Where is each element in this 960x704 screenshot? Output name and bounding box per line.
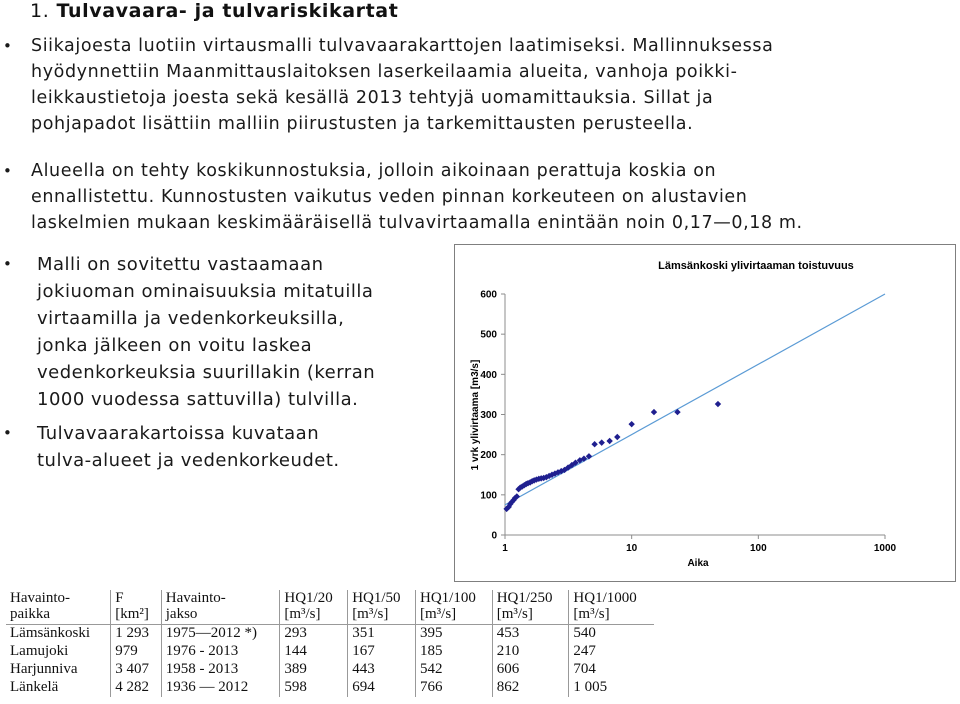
- bullet-line: pohjapadot lisättiin malliin piirustusten ja tarkemittausten perusteella.: [31, 114, 694, 134]
- table-cell: 979: [111, 643, 162, 661]
- data-point: [591, 441, 597, 447]
- table-row: [6, 643, 654, 661]
- x-axis-ticks: [502, 535, 896, 554]
- table-header-cell: F [km²]: [111, 590, 162, 625]
- table-cell: 704: [569, 661, 654, 679]
- table-cell: 144: [280, 643, 348, 661]
- table-header-cell: HQ1/20 [m³/s]: [280, 590, 348, 625]
- bullet-line: Malli on sovitettu vastaamaan: [37, 254, 324, 275]
- y-tick-label: 200: [480, 450, 497, 462]
- data-point: [715, 401, 721, 407]
- bullet-line: jokiuoman ominaisuuksia mitatuilla: [37, 281, 374, 302]
- table-row: [6, 679, 654, 697]
- chart-title: Lämsänkoski ylivirtaaman toistuvuus: [658, 260, 854, 272]
- bullet-line: 1000 vuodessa sattuvilla) tulvilla.: [37, 389, 359, 410]
- bullet-line: Siikajoesta luotiin virtausmalli tulvavaarakarttojen laatimiseksi. Mallinnuksessa: [31, 36, 774, 56]
- table-cell: 293: [280, 625, 348, 644]
- bullet-line: ennallistettu. Kunnostusten vaikutus veden pinnan korkeuteen on alustavien: [31, 187, 748, 207]
- table-cell: Lamujoki: [10, 643, 69, 659]
- table-cell: 453: [492, 625, 569, 644]
- table-cell: 598: [280, 679, 348, 697]
- table-header-cell: HQ1/1000 [m³/s]: [569, 590, 654, 625]
- slide-title-text: Tulvavaara- ja tulvariskikartat: [56, 0, 399, 22]
- table-cell: Lämsänkoski: [10, 625, 90, 641]
- y-tick-label: 600: [480, 289, 497, 301]
- bullet-line: virtaamilla ja vedenkorkeuksilla,: [37, 308, 345, 329]
- y-tick-label: 300: [480, 410, 497, 421]
- table-cell: 389: [280, 661, 348, 679]
- bullet-line: jonka jälkeen on voitu laskea: [37, 335, 313, 356]
- y-tick-label: 100: [480, 490, 497, 502]
- slide-title-number: 1.: [30, 0, 50, 22]
- table-cell: 185: [416, 643, 493, 661]
- chart-canvas: [455, 245, 955, 581]
- table-cell: 540: [569, 625, 654, 644]
- table-cell: 1936 — 2012: [161, 679, 280, 697]
- table-cell: 1 293: [111, 625, 162, 644]
- table-cell: 862: [492, 679, 569, 697]
- table-header-row: [6, 590, 654, 625]
- slide-title: [30, 0, 398, 22]
- x-tick-label: 1000: [873, 543, 897, 554]
- bullet-line: vedenkorkeuksia suurillakin (kerran: [37, 362, 376, 383]
- y-tick-label: 500: [480, 329, 497, 341]
- table-header-cell: Havainto- paikka: [6, 590, 111, 625]
- table-cell: Länkelä: [10, 679, 59, 695]
- data-point: [651, 409, 657, 415]
- table-cell: 694: [348, 679, 416, 697]
- y-axis-ticks: [480, 290, 505, 542]
- bullet-line: hyödynnettiin Maanmittauslaitoksen laserkeilaamia alueita, vanhoja poikki-: [31, 62, 738, 82]
- bullet-line: leikkaustietoja joesta sekä kesällä 2013 tehtyjä uomamittauksia. Sillat ja: [31, 88, 714, 108]
- table-cell: 210: [492, 643, 569, 661]
- table-cell: 1976 - 2013: [161, 643, 280, 661]
- data-points: [503, 401, 721, 512]
- y-tick-label: 400: [480, 369, 497, 381]
- table-cell: 443: [348, 661, 416, 679]
- table-cell: 1 005: [569, 679, 654, 697]
- bullet-line: Alueella on tehty koskikunnostuksia, jolloin aikoinaan perattuja koskia on: [31, 161, 717, 181]
- table-header-cell: HQ1/250 [m³/s]: [492, 590, 569, 625]
- x-axis-label: Aika: [687, 558, 709, 569]
- bullet-dot: •: [3, 424, 13, 442]
- x-tick-label: 10: [626, 543, 638, 554]
- table-cell: 247: [569, 643, 654, 661]
- table-cell: 606: [492, 661, 569, 679]
- table-cell: 1975—2012 *): [161, 625, 280, 644]
- table-cell: 4 282: [111, 679, 162, 697]
- table-header-cell: HQ1/100 [m³/s]: [416, 590, 493, 625]
- table-header-cell: Havainto- jakso: [161, 590, 280, 625]
- table-cell: 766: [416, 679, 493, 697]
- table-cell: 351: [348, 625, 416, 644]
- bullet-line: tulva-alueet ja vedenkorkeudet.: [37, 450, 340, 471]
- data-point: [614, 434, 620, 440]
- table-row: [6, 625, 654, 644]
- data-point: [606, 438, 612, 444]
- table-cell: 395: [416, 625, 493, 644]
- table-cell: 1958 - 2013: [161, 661, 280, 679]
- bullet-dot: •: [3, 162, 13, 180]
- bullet-dot: •: [3, 255, 13, 273]
- bullet-line: Tulvavaarakartoissa kuvataan: [37, 423, 320, 444]
- x-tick-label: 100: [749, 543, 767, 554]
- table-cell: Harjunniva: [10, 661, 78, 677]
- flood-discharge-table: [6, 590, 654, 697]
- table-cell: 542: [416, 661, 493, 679]
- recurrence-chart: [454, 244, 956, 582]
- y-axis-label: 1 vrk ylivirtaama [m3/s]: [470, 359, 481, 471]
- bullet-dot: •: [3, 37, 13, 55]
- table-header-cell: HQ1/50 [m³/s]: [348, 590, 416, 625]
- data-point: [599, 439, 605, 445]
- x-tick-label: 1: [502, 543, 508, 554]
- table-cell: 3 407: [111, 661, 162, 679]
- table-cell: 167: [348, 643, 416, 661]
- data-point: [628, 421, 634, 427]
- y-tick-label: 0: [491, 530, 497, 542]
- table-row: [6, 661, 654, 679]
- bullet-line: laskelmien mukaan keskimääräisellä tulvavirtaamalla enintään noin 0,17—0,18 m.: [31, 213, 803, 233]
